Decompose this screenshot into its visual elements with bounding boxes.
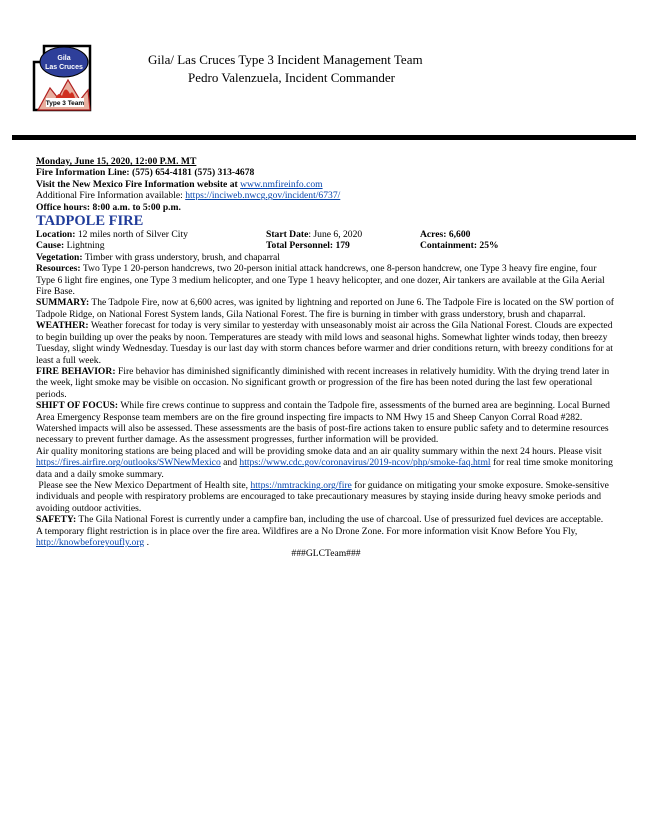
inciweb-link[interactable]: https://inciweb.nwcg.gov/incident/6737/: [185, 190, 341, 202]
team-name: Gila/ Las Cruces Type 3 Incident Management Team: [148, 52, 423, 67]
fire-behavior-label: FIRE BEHAVIOR:: [36, 365, 116, 377]
footer-tag: ###GLCTeam###: [291, 548, 361, 560]
header-divider: [12, 135, 636, 140]
shift-of-focus-label: SHIFT OF FOCUS:: [36, 400, 119, 412]
logo-text-las-cruces: Las Cruces: [45, 64, 83, 71]
fire-behavior-text: Fire behavior has diminished significantly diminished with recent increases in relatively humidity. With the drying trend later in the week, light smoke may be visible on occasion. No significant growth or progression of the fire has been noted during the last few operational periods.: [36, 365, 610, 400]
flight-restriction-section: [36, 526, 616, 549]
start-date-value: : June 6, 2020: [308, 229, 363, 241]
weather-section: [36, 320, 616, 366]
shift-of-focus-text: While fire crews continue to suppress and contain the Tadpole fire, assessments of the burned area are beginning. Local Burned Area Emergency Response team members are on the fire ground inspecting fire impacts to NM Hwy 15 and Sheep Canyon Corral Road #282. Watershed impacts will also be assessed. These assessments are the basis of post-fire actions taken to ensure public safety and to determine resources necessary to prevent further damage. As the assessment progresses, further information will be provided.: [36, 400, 610, 446]
office-hours: Office hours: 8:00 a.m. to 5:00 p.m.: [36, 201, 181, 213]
flight-text-2: .: [144, 537, 149, 548]
summary-text: The Tadpole Fire, now at 6,600 acres, was ignited by lightning and reported on June 6. The Tadpole Fire is located on the SW portion of Tadpole Ridge, on National Forest System lands, Gila National Forest. The fire is burning in timber with grass understory, brush and chaparral.: [36, 297, 614, 320]
additional-info-line: [36, 190, 616, 201]
fire-title: TADPOLE FIRE: [36, 213, 144, 230]
vegetation-label: Vegetation:: [36, 251, 83, 263]
safety-label: SAFETY:: [36, 514, 77, 526]
weather-label: WEATHER:: [36, 320, 89, 332]
location-label: Location:: [36, 229, 76, 241]
visit-line: [36, 179, 616, 190]
logo-text-gila: Gila: [57, 55, 71, 62]
air-quality-text-2: for real time smoke monitoring data and a daily smoke summary.: [36, 457, 613, 480]
containment-value: Containment: 25%: [420, 240, 499, 252]
airfire-link[interactable]: https://fires.airfire.org/outlooks/SWNewMexico: [36, 457, 221, 469]
fire-behavior-section: [36, 366, 616, 400]
safety-section: [36, 514, 616, 525]
weather-text: Weather forecast for today is very similar to yesterday with unseasonably moist air across the Gila National Forest. Clouds are expected to begin building up over the peaks by noon. Temperatures are steady with mild lows and seasonal highs. Somewhat lighter winds today, then breezy Tuesday, slight windy Wednesday. Tuesday is our last day with storm chances before warmer and drier conditions return, with breezy conditions for at least a full week.: [36, 320, 613, 366]
additional-label: Additional Fire Information available:: [36, 190, 186, 202]
personnel-value: Total Personnel: 179: [266, 240, 350, 252]
health-text-1: Please see the New Mexico Department of Health site,: [38, 479, 251, 491]
release-date: Monday, June 15, 2020, 12:00 P.M. MT: [36, 156, 197, 167]
press-release-body: [36, 156, 616, 560]
start-date-label: Start Date: [266, 229, 309, 241]
fire-info-line: Fire Information Line: (575) 654-4181 (575) 313-4678: [36, 167, 255, 179]
logo-text-type3: Type 3 Team: [45, 100, 85, 107]
location-value: 12 miles north of Silver City: [77, 229, 188, 241]
shift-of-focus-section: [36, 400, 616, 446]
health-text-2: for guidance on mitigating your smoke exposure. Smoke-sensitive individuals and people with respiratory problems are encouraged to take precautionary measures by staying inside during heavy smoke periods and avoiding outdoor activities.: [36, 479, 609, 514]
safety-text: The Gila National Forest is currently under a campfire ban, including the use of charcoal. Use of pressurized fuel devices are acceptable.: [78, 514, 604, 526]
fire-facts-row-2: [36, 240, 616, 251]
vegetation-value: Timber with grass understory, brush, and chaparral: [84, 251, 280, 263]
fire-facts-row-1: [36, 229, 616, 240]
cause-value: Lightning: [66, 240, 105, 252]
summary-label: SUMMARY:: [36, 297, 90, 309]
nmfireinfo-link[interactable]: www.nmfireinfo.com: [240, 178, 323, 190]
acres-value: Acres: 6,600: [420, 229, 471, 241]
air-quality-and: and: [220, 457, 240, 469]
team-logo: [28, 40, 100, 118]
cdc-smoke-link[interactable]: https://www.cdc.gov/coronavirus/2019-ncov/php/smoke-faq.html: [239, 457, 491, 469]
resources-value: Two Type 1 20-person handcrews, two 20-person initial attack handcrews, one 8-person handcrew, one Type 3 heavy fire engine, four Type 6 light fire engines, one Type 3 medium helicopter, and one Type 1 heavy helicopter, and one dozer, Air tankers are available at the Gila Aerial Fire Base.: [36, 263, 605, 298]
nmtracking-link[interactable]: https://nmtracking.org/fire: [250, 479, 352, 491]
incident-commander: Pedro Valenzuela, Incident Commander: [188, 70, 395, 85]
summary-section: [36, 297, 616, 320]
resources-line: [36, 263, 616, 297]
knowbeforeyoufly-link[interactable]: http://knowbeforeyoufly.org: [36, 537, 145, 548]
flight-text-1: A temporary flight restriction is in place over the fire area. Wildfires are a No Drone Zone. For more information visit Know Before You Fly,: [36, 525, 578, 537]
visit-label: Visit the New Mexico Fire Information website at: [36, 178, 241, 190]
resources-label: Resources:: [36, 263, 81, 275]
air-quality-text-1: Air quality monitoring stations are being placed and will be providing smoke data and an air quality summary within the next 24 hours. Please visit: [36, 445, 602, 457]
vegetation-line: [36, 252, 616, 263]
health-section: [36, 480, 616, 514]
cause-label: Cause:: [36, 240, 65, 252]
air-quality-section: [36, 446, 616, 480]
